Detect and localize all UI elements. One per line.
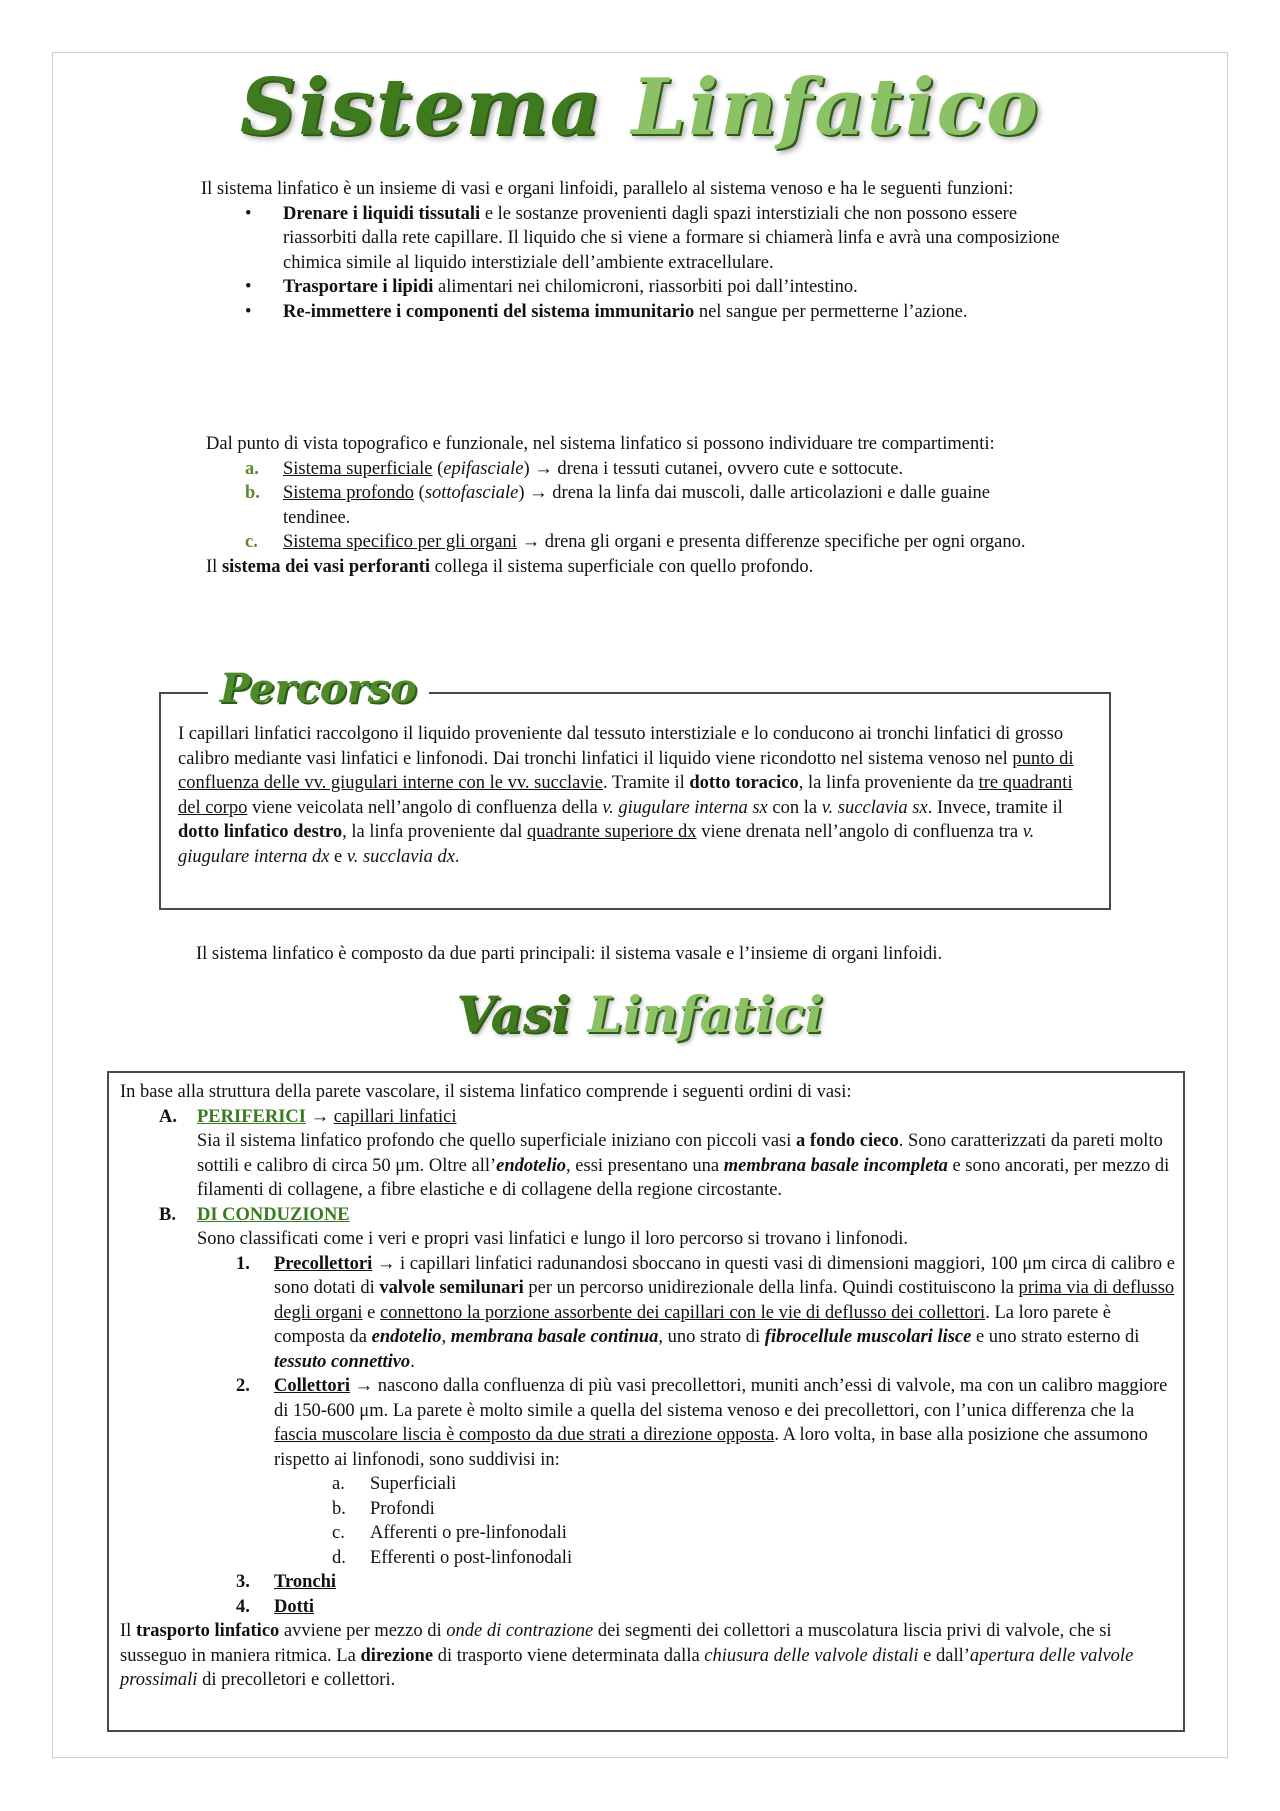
compartments-list <box>245 457 1036 555</box>
text-span: . Sono caratterizzati da pareti molto sottili e calibro di circa 50 μm. Oltre all’ <box>197 1131 1163 1176</box>
text-span: I capillari linfatici raccolgono il liquido proveniente dal tessuto interstiziale e lo conducono ai tronchi linfatici di grosso calibro mediante vasi linfatici e linfonodi. Dai tronchi linfatici il liquido viene ricondotto nel sistema venoso nel <box>178 724 1064 769</box>
list-item: b. Sistema profondo (sottofasciale) → drena la linfa dai muscoli, dalle articolazioni e dalle guaine tendinee. <box>245 483 990 528</box>
item-bold: Re-immettere i componenti del sistema immunitario <box>283 301 695 322</box>
text-bold-italic: membrana basale continua <box>450 1327 659 1347</box>
item-text: e le sostanze provenienti dagli spazi interstiziali che non possono essere riassorbiti dalla rete capillare. Il liquido che si viene a formare si chiamerà linfa e avrà una composizione chimica simile al liquido interstiziale dell’ambiente extracellulare. <box>283 203 1060 273</box>
section-title <box>0 985 1280 1044</box>
text-span: e <box>329 846 347 867</box>
page-title <box>0 62 1280 153</box>
bullet-icon: • <box>245 203 252 224</box>
item-text: alimentari nei chilomicroni, riassorbiti poi dall’intestino. <box>433 277 858 297</box>
parts-text: Il sistema linfatico è composto da due parti principali: il sistema vasale e l’insieme di organi linfoidi. <box>196 944 943 964</box>
text-italic: v. succlavia sx <box>821 797 928 818</box>
text-span: avviene per mezzo di <box>279 1621 447 1641</box>
item-bold: Drenare i liquidi tissutali <box>283 203 481 224</box>
text-span: e sono ancorati, per mezzo di filamenti di collagene, a fibre elastiche e di collagene della regione circostante. <box>197 1155 1170 1200</box>
text-italic: v. giugulare interna dx <box>178 822 1035 867</box>
text-span: . Tramite il <box>603 773 690 793</box>
item-italic: sottofasciale <box>424 483 519 503</box>
text-bold: trasporto linfatico <box>135 1621 280 1641</box>
text-bold: a fondo cieco <box>796 1131 899 1151</box>
text-span: , <box>441 1327 451 1347</box>
sub-order-4 <box>236 1595 1175 1620</box>
text-italic: v. succlavia dx <box>346 846 455 867</box>
text-span: di precolletori e collettori. <box>197 1670 396 1690</box>
text-span: → i capillari linfatici radunandosi sboccano in questi vasi di dimensioni maggiori, 100 μm circa di calibro e sono dotati di <box>274 1253 1175 1298</box>
text-underline: tre quadranti del corpo <box>178 773 1073 818</box>
sub-order-label: 3. <box>236 1572 250 1592</box>
order-sub: capillari linfatici <box>333 1106 457 1127</box>
list-label: a. <box>332 1474 345 1494</box>
item-text: → drena gli organi e presenta differenze specifiche per ogni organo. <box>516 532 1026 552</box>
text-bold-italic: membrana basale incompleta <box>723 1155 948 1176</box>
list-label: d. <box>332 1547 346 1568</box>
text-bold-italic: endotelio <box>371 1327 442 1347</box>
list-item <box>245 530 1036 555</box>
sub-order-name: Collettori <box>274 1376 351 1396</box>
item-label: c. <box>245 532 258 552</box>
text-span: , essi presentano una <box>566 1155 724 1176</box>
text-bold: dotto toracico <box>689 773 799 793</box>
order-label: B. <box>159 1204 176 1225</box>
list-text: Afferenti o pre-linfonodali <box>370 1523 567 1543</box>
text-bold-italic: tessuto connettivo <box>274 1351 411 1372</box>
bullet-icon: • <box>245 277 252 297</box>
list-text: Efferenti o post-linfonodali <box>370 1547 573 1568</box>
list-label: c. <box>332 1523 345 1543</box>
list-item <box>332 1546 1175 1571</box>
list-item <box>245 202 1081 276</box>
title-word-2: Linfatico <box>631 62 1041 153</box>
text-bold: valvole semilunari <box>379 1278 524 1298</box>
list-item <box>332 1497 1175 1522</box>
trasporto-text <box>120 1619 1175 1693</box>
percorso-title: Percorso <box>208 664 429 714</box>
text-span: → nascono dalla confluenza di più vasi precollettori, muniti anch’essi di valvole, ma con un calibro maggiore di 150-600 μm. La parete è molto simile a quella del sistema venoso e dei precollettori, con l’unica differenza che la <box>274 1376 1168 1421</box>
item-name: Sistema specifico per gli organi <box>283 532 517 552</box>
text-underline: fascia muscolare liscia è composto da due strati a direzione opposta <box>274 1425 775 1445</box>
list-label: b. <box>332 1498 346 1519</box>
item-text: → drena i tessuti cutanei, ovvero cute e sottocute. <box>529 458 904 479</box>
vasi-intro: In base alla struttura della parete vascolare, il sistema linfatico comprende i seguenti ordini di vasi: <box>120 1082 852 1102</box>
text-span: viene veicolata nell’angolo di confluenza della <box>247 797 603 818</box>
text-span: . <box>454 846 460 867</box>
text-underline: connettono la porzione assorbente dei capillari con le vie di deflusso dei collettori <box>380 1302 986 1323</box>
item-label: a. <box>245 458 259 479</box>
text-span: , la linfa proveniente dal <box>342 822 528 842</box>
sub-order-2 <box>236 1374 1175 1570</box>
sub-order-name: Precollettori <box>274 1253 373 1274</box>
text-underline: prima via di deflusso degli organi <box>274 1278 1175 1323</box>
text-underline: quadrante superiore dx <box>527 822 697 842</box>
text-span: Sia il sistema linfatico profondo che quello superficiale iniziano con piccoli vasi <box>197 1131 797 1151</box>
text-bold-italic: fibrocellule muscolari lisce <box>764 1327 972 1347</box>
text-bold: direzione <box>360 1645 434 1666</box>
text-span: , la linfa proveniente da <box>798 773 979 793</box>
list-text: Superficiali <box>370 1474 457 1494</box>
functions-list <box>245 202 1081 325</box>
compartments-text: Dal punto di vista topografico e funzionale, nel sistema linfatico si possono individuare tre compartimenti: <box>206 434 995 454</box>
list-item <box>245 275 1081 300</box>
list-text: Profondi <box>370 1498 435 1519</box>
item-italic: epifasciale <box>443 458 524 479</box>
text-bold: dotto linfatico destro <box>178 822 343 842</box>
text-span: Il <box>120 1621 136 1641</box>
text-span: e dall’ <box>918 1645 970 1666</box>
text-span: . <box>410 1351 415 1372</box>
percorso-text <box>178 722 1098 869</box>
text-span: collega il sistema superficiale con quello profondo. <box>430 556 814 577</box>
item-text: nel sangue per permetterne l’azione. <box>694 301 968 322</box>
sub-order-3 <box>236 1570 1175 1595</box>
text-span: e <box>362 1302 381 1323</box>
order-a <box>159 1105 1175 1203</box>
perforanti-text <box>206 555 1036 580</box>
text-span: di trasporto viene determinata dalla <box>433 1645 705 1666</box>
item-bold: Trasportare i lipidi <box>283 277 434 297</box>
sub-order-label: 2. <box>236 1376 250 1396</box>
text-span: per un percorso unidirezionale della linfa. Quindi costituiscono la <box>523 1278 1019 1298</box>
text-span: , uno strato di <box>658 1327 765 1347</box>
text-italic: apertura delle valvole prossimali <box>120 1645 1134 1690</box>
text-bold-italic: endotelio <box>496 1155 567 1176</box>
list-item <box>332 1521 1175 1546</box>
intro-text: Il sistema linfatico è un insieme di vasi e organi linfoidi, parallelo al sistema venoso e ha le seguenti funzioni: <box>201 179 1014 199</box>
title-word-1: Vasi <box>456 985 571 1044</box>
intro-section <box>201 177 1081 324</box>
sub-order-1 <box>236 1252 1175 1375</box>
compartments-section <box>206 432 1036 579</box>
text-span: . La loro parete è composta da <box>274 1302 1112 1347</box>
item-name: Sistema superficiale <box>283 458 433 479</box>
sub-order-label: 4. <box>236 1596 250 1617</box>
order-heading: DI CONDUZIONE <box>197 1204 350 1225</box>
text-italic: onde di contrazione <box>446 1621 594 1641</box>
sub-order-name: Dotti <box>274 1596 315 1617</box>
text-span: dei segmenti dei collettori a muscolatura liscia privi di valvole, che si susseguo in maniera ritmica. La <box>120 1621 1112 1666</box>
list-item: a. Sistema superficiale (epifasciale) → drena i tessuti cutanei, ovvero cute e sottocute. <box>283 457 1036 482</box>
arrow-text: → <box>305 1106 334 1127</box>
order-label: A. <box>159 1106 177 1127</box>
text-span: Il <box>206 556 222 577</box>
order-a-text <box>197 1129 1175 1203</box>
item-text: → drena la linfa dai muscoli, dalle articolazioni e dalle guaine tendinee. <box>283 483 990 528</box>
text-bold: sistema dei vasi perforanti <box>221 556 431 577</box>
title-word-1: Sistema <box>239 62 603 153</box>
sub-order-label: 1. <box>236 1253 250 1274</box>
sub-order-name: Tronchi <box>274 1572 337 1592</box>
bullet-icon: • <box>245 301 252 322</box>
item-name: Sistema profondo <box>283 483 415 503</box>
list-item <box>245 300 1081 325</box>
order-b-text: Sono classificati come i veri e propri vasi linfatici e lungo il loro percorso si trovano i linfonodi. <box>197 1229 909 1249</box>
collettori-list <box>332 1472 1175 1570</box>
text-span: . A loro volta, in base alla posizione che assumono rispetto ai linfonodi, sono suddivisi in: <box>274 1425 1148 1470</box>
text-span: con la <box>767 797 822 818</box>
title-word-2: Linfatici <box>587 985 824 1044</box>
text-italic: chiusura delle valvole distali <box>704 1645 919 1666</box>
text-span: . Invece, tramite il <box>927 797 1063 818</box>
vasi-text <box>120 1080 1175 1693</box>
order-b <box>159 1203 1175 1620</box>
item-label: b. <box>245 483 260 503</box>
text-span: viene drenata nell’angolo di confluenza tra <box>696 822 1023 842</box>
order-heading: PERIFERICI <box>197 1106 306 1127</box>
text-italic: v. giugulare interna sx <box>602 797 768 818</box>
text-underline: punto di confluenza delle vv. giugulari interne con le vv. succlavie <box>178 748 1074 793</box>
list-item <box>332 1472 1175 1497</box>
text-span: e uno strato esterno di <box>971 1327 1140 1347</box>
